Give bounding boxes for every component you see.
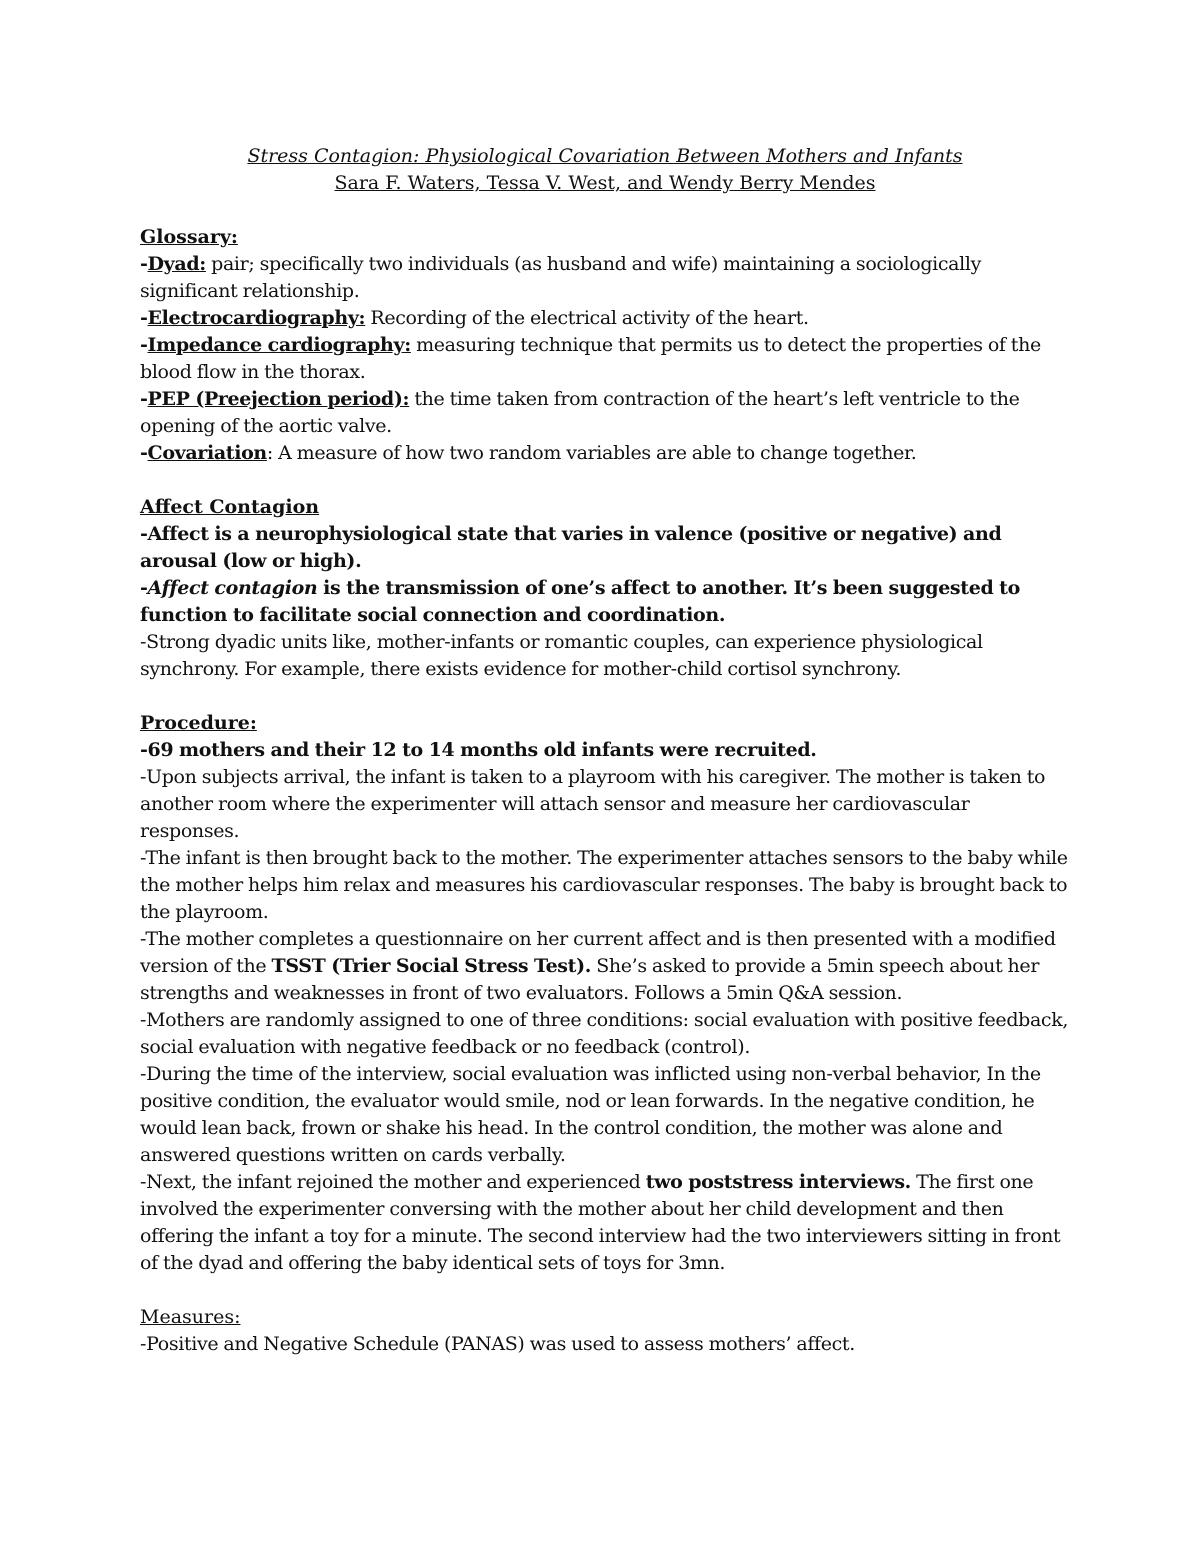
glossary-heading: Glossary: <box>140 226 238 248</box>
poststress-paragraph <box>140 1169 1070 1277</box>
glossary-entry-covariation <box>140 440 1070 467</box>
glossary-section <box>140 224 1070 467</box>
glossary-definition: Recording of the electrical activity of the heart. <box>365 307 809 329</box>
glossary-term: Dyad: <box>147 253 206 275</box>
paragraph-text: The first one involved the experimenter conversing with the mother about her child development and then offering the infant a toy for a minute. The second interview had the two interviewers sitting in front of the dyad and offering the baby identical sets of toys for 3mn. <box>140 1171 1061 1274</box>
glossary-term: Electrocardiography: <box>147 307 366 329</box>
paragraph-text: She’s asked to provide a 5min speech about her strengths and weaknesses in front of two evaluators. Follows a 5min Q&A session. <box>140 955 1040 1004</box>
entry-prefix: - <box>140 388 148 410</box>
paragraph-text: is the transmission of one’s affect to another. It’s been suggested to function to facilitate social connection and coordination. <box>140 577 1020 626</box>
emphasized-term: Affect contagion <box>147 577 318 599</box>
dyadic-synchrony-paragraph: -Strong dyadic units like, mother-infants or romantic couples, can experience physiological synchrony. For example, there exists evidence for mother-child cortisol synchrony. <box>140 631 983 680</box>
glossary-definition: the time taken from contraction of the heart’s left ventricle to the opening of the aortic valve. <box>140 388 1020 437</box>
affect-contagion-heading: Affect Contagion <box>140 496 320 518</box>
document-title: Stress Contagion: Physiological Covariation Between Mothers and Infants <box>247 145 963 167</box>
participants-paragraph: -69 mothers and their 12 to 14 months old infants were recruited. <box>140 739 817 761</box>
bold-term: TSST (Trier Social Stress Test). <box>271 955 591 977</box>
entry-prefix: - <box>140 253 148 275</box>
glossary-term: Impedance cardiography: <box>147 334 411 356</box>
procedure-section <box>140 710 1070 1277</box>
measures-heading: Measures: <box>140 1306 241 1328</box>
interview-behavior-paragraph: -During the time of the interview, social evaluation was inflicted using non-verbal behavior, In the positive condition, the evaluator would smile, nod or lean forwards. In the negative condition, he would lean back, frown or shake his head. In the control condition, the mother was alone and answered questions written on cards verbally. <box>140 1063 1041 1166</box>
document-authors: Sara F. Waters, Tessa V. West, and Wendy Berry Mendes <box>334 172 876 194</box>
infant-sensors-paragraph: -The infant is then brought back to the mother. The experimenter attaches sensors to the baby while the mother helps him relax and measures his cardiovascular responses. The baby is brought back to the playroom. <box>140 847 1068 923</box>
glossary-term: PEP (Preejection period): <box>147 388 410 410</box>
glossary-definition: : A measure of how two random variables are able to change together. <box>266 442 917 464</box>
document-page <box>140 143 1070 1385</box>
entry-prefix: - <box>140 307 148 329</box>
glossary-term: Covariation <box>147 442 267 464</box>
paragraph-text: -Next, the infant rejoined the mother and experienced <box>140 1171 646 1193</box>
panas-paragraph: -Positive and Negative Schedule (PANAS) was used to assess mothers’ affect. <box>140 1333 855 1355</box>
arrival-paragraph: -Upon subjects arrival, the infant is taken to a playroom with his caregiver. The mother is taken to another room where the experimenter will attach sensor and measure her cardiovascular responses. <box>140 766 1046 842</box>
glossary-entry-dyad <box>140 251 1070 305</box>
paragraph-text: -The mother completes a questionnaire on her current affect and is then presented with a modified version of the <box>140 928 1056 977</box>
measures-section <box>140 1304 1070 1358</box>
glossary-definition: measuring technique that permits us to detect the properties of the blood flow in the thorax. <box>140 334 1041 383</box>
procedure-heading: Procedure: <box>140 712 257 734</box>
affect-definition-paragraph: -Affect is a neurophysiological state that varies in valence (positive or negative) and arousal (low or high). <box>140 523 1002 572</box>
entry-prefix: - <box>140 442 148 464</box>
affect-contagion-paragraph <box>140 575 1070 629</box>
glossary-entry-pep <box>140 386 1070 440</box>
entry-prefix: - <box>140 334 148 356</box>
tsst-paragraph <box>140 926 1070 1007</box>
bold-term: two poststress interviews. <box>645 1171 911 1193</box>
glossary-entry-impedance-cardiography <box>140 332 1070 386</box>
title-block <box>140 143 1070 197</box>
glossary-entry-electrocardiography <box>140 305 1070 332</box>
paragraph-prefix: - <box>140 577 148 599</box>
conditions-paragraph: -Mothers are randomly assigned to one of three conditions: social evaluation with positive feedback, social evaluation with negative feedback or no feedback (control). <box>140 1009 1069 1058</box>
glossary-definition: pair; specifically two individuals (as husband and wife) maintaining a sociologically significant relationship. <box>140 253 981 302</box>
affect-contagion-section <box>140 494 1070 683</box>
